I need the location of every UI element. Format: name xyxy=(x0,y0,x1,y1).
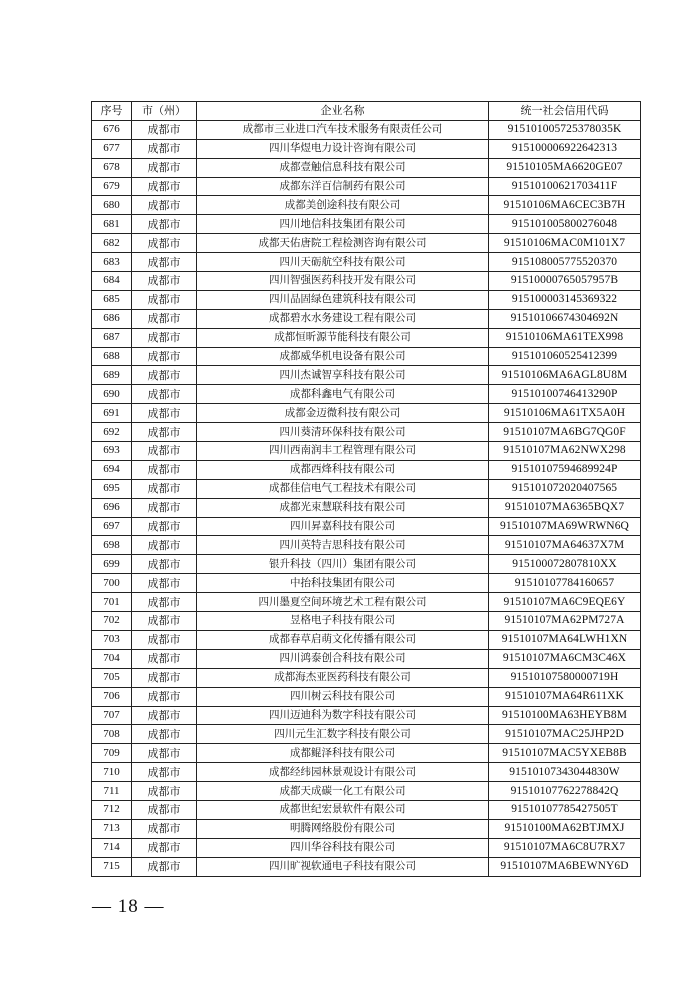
row-company-name: 四川品固绿色建筑科技有限公司 xyxy=(197,290,489,309)
row-credit-code: 915108005775520370 xyxy=(489,253,641,272)
row-credit-code: 91510106674304692N xyxy=(489,309,641,328)
row-credit-code: 91510107MA6BG7QG0F xyxy=(489,423,641,442)
row-city: 成都市 xyxy=(132,309,197,328)
row-company-name: 成都光束慧联科技有限公司 xyxy=(197,498,489,517)
row-index: 708 xyxy=(92,725,132,744)
table-row xyxy=(92,366,641,385)
row-index: 702 xyxy=(92,612,132,631)
table-row xyxy=(92,725,641,744)
row-company-name: 四川地信科技集团有限公司 xyxy=(197,215,489,234)
row-city: 成都市 xyxy=(132,574,197,593)
table-row xyxy=(92,857,641,876)
table-row xyxy=(92,460,641,479)
header-credit-code: 统一社会信用代码 xyxy=(489,102,641,121)
row-index: 704 xyxy=(92,649,132,668)
table-row xyxy=(92,687,641,706)
row-index: 678 xyxy=(92,158,132,177)
row-index: 683 xyxy=(92,253,132,272)
row-company-name: 四川葵清环保科技有限公司 xyxy=(197,423,489,442)
row-company-name: 四川迈迪科为数字科技有限公司 xyxy=(197,706,489,725)
row-city: 成都市 xyxy=(132,290,197,309)
table-body xyxy=(92,120,641,876)
row-company-name: 成都东洋百信制药有限公司 xyxy=(197,177,489,196)
row-index: 711 xyxy=(92,782,132,801)
row-city: 成都市 xyxy=(132,120,197,139)
table-row xyxy=(92,120,641,139)
row-index: 682 xyxy=(92,234,132,253)
row-city: 成都市 xyxy=(132,498,197,517)
row-index: 690 xyxy=(92,385,132,404)
table-row xyxy=(92,347,641,366)
row-city: 成都市 xyxy=(132,385,197,404)
row-index: 684 xyxy=(92,272,132,291)
row-credit-code: 915100006922642313 xyxy=(489,139,641,158)
row-city: 成都市 xyxy=(132,725,197,744)
table-row xyxy=(92,800,641,819)
row-credit-code: 91510107MA6365BQX7 xyxy=(489,498,641,517)
table-row xyxy=(92,177,641,196)
row-city: 成都市 xyxy=(132,253,197,272)
row-index: 709 xyxy=(92,744,132,763)
row-index: 689 xyxy=(92,366,132,385)
row-company-name: 成都科鑫电气有限公司 xyxy=(197,385,489,404)
row-credit-code: 91510106MA61TX5A0H xyxy=(489,404,641,423)
row-credit-code: 91510107762278842Q xyxy=(489,782,641,801)
table-row xyxy=(92,630,641,649)
row-company-name: 成都美创途科技有限公司 xyxy=(197,196,489,215)
row-index: 679 xyxy=(92,177,132,196)
row-credit-code: 91510000765057957B xyxy=(489,272,641,291)
row-city: 成都市 xyxy=(132,366,197,385)
row-city: 成都市 xyxy=(132,423,197,442)
table-row xyxy=(92,668,641,687)
row-index: 680 xyxy=(92,196,132,215)
row-company-name: 四川西南润丰工程管理有限公司 xyxy=(197,442,489,461)
table-row xyxy=(92,309,641,328)
row-company-name: 四川昇嘉科技有限公司 xyxy=(197,517,489,536)
row-index: 686 xyxy=(92,309,132,328)
table-row xyxy=(92,253,641,272)
row-company-name: 四川杰诚智享科技有限公司 xyxy=(197,366,489,385)
row-index: 685 xyxy=(92,290,132,309)
table-row xyxy=(92,819,641,838)
table-row xyxy=(92,574,641,593)
row-company-name: 四川墨夏空间环境艺术工程有限公司 xyxy=(197,593,489,612)
table-row xyxy=(92,555,641,574)
row-city: 成都市 xyxy=(132,763,197,782)
table-row xyxy=(92,498,641,517)
row-index: 710 xyxy=(92,763,132,782)
row-company-name: 四川华煜电力设计咨询有限公司 xyxy=(197,139,489,158)
table-row xyxy=(92,423,641,442)
row-credit-code: 91510107MA64LWH1XN xyxy=(489,630,641,649)
row-company-name: 四川鸿泰创合科技有限公司 xyxy=(197,649,489,668)
table-row xyxy=(92,593,641,612)
row-city: 成都市 xyxy=(132,460,197,479)
row-city: 成都市 xyxy=(132,630,197,649)
row-city: 成都市 xyxy=(132,612,197,631)
row-index: 714 xyxy=(92,838,132,857)
row-credit-code: 91510107594689924P xyxy=(489,460,641,479)
row-credit-code: 91510107MA62PM727A xyxy=(489,612,641,631)
row-company-name: 四川元生汇数字科技有限公司 xyxy=(197,725,489,744)
row-credit-code: 915101060525412399 xyxy=(489,347,641,366)
row-credit-code: 915100003145369322 xyxy=(489,290,641,309)
table-row xyxy=(92,479,641,498)
row-city: 成都市 xyxy=(132,744,197,763)
enterprise-table xyxy=(91,101,641,877)
table-row xyxy=(92,536,641,555)
row-index: 694 xyxy=(92,460,132,479)
row-index: 697 xyxy=(92,517,132,536)
row-credit-code: 915101005800276048 xyxy=(489,215,641,234)
row-company-name: 四川树云科技有限公司 xyxy=(197,687,489,706)
table-row xyxy=(92,442,641,461)
row-city: 成都市 xyxy=(132,158,197,177)
table-row xyxy=(92,517,641,536)
row-city: 成都市 xyxy=(132,215,197,234)
row-credit-code: 91510100746413290P xyxy=(489,385,641,404)
table-row xyxy=(92,838,641,857)
table-row xyxy=(92,290,641,309)
row-city: 成都市 xyxy=(132,668,197,687)
row-credit-code: 91510107MA64R611XK xyxy=(489,687,641,706)
row-city: 成都市 xyxy=(132,536,197,555)
row-company-name: 银升科技（四川）集团有限公司 xyxy=(197,555,489,574)
row-index: 698 xyxy=(92,536,132,555)
row-company-name: 明腾网络股份有限公司 xyxy=(197,819,489,838)
row-company-name: 四川旷视软通电子科技有限公司 xyxy=(197,857,489,876)
row-city: 成都市 xyxy=(132,649,197,668)
row-credit-code: 91510100MA62BTJMXJ xyxy=(489,819,641,838)
row-company-name: 成都春草启萌文化传播有限公司 xyxy=(197,630,489,649)
row-city: 成都市 xyxy=(132,800,197,819)
row-city: 成都市 xyxy=(132,139,197,158)
row-credit-code: 91510107MA69WRWN6Q xyxy=(489,517,641,536)
row-index: 712 xyxy=(92,800,132,819)
table-row xyxy=(92,215,641,234)
row-company-name: 昱格电子科技有限公司 xyxy=(197,612,489,631)
row-credit-code: 91510107MA6C9EQE6Y xyxy=(489,593,641,612)
row-credit-code: 91510107MA6BEWNY6D xyxy=(489,857,641,876)
row-credit-code: 91510105MA6620GE07 xyxy=(489,158,641,177)
header-city: 市（州） xyxy=(132,102,197,121)
table-row xyxy=(92,234,641,253)
row-company-name: 四川天砺航空科技有限公司 xyxy=(197,253,489,272)
row-index: 691 xyxy=(92,404,132,423)
row-credit-code: 91510107343044830W xyxy=(489,763,641,782)
row-credit-code: 91510107MA6CM3C46X xyxy=(489,649,641,668)
row-city: 成都市 xyxy=(132,838,197,857)
row-index: 692 xyxy=(92,423,132,442)
row-city: 成都市 xyxy=(132,517,197,536)
row-city: 成都市 xyxy=(132,196,197,215)
row-city: 成都市 xyxy=(132,272,197,291)
row-credit-code: 91510107MAC25JHP2D xyxy=(489,725,641,744)
row-index: 688 xyxy=(92,347,132,366)
row-index: 705 xyxy=(92,668,132,687)
table-row xyxy=(92,782,641,801)
row-credit-code: 91510107785427505T xyxy=(489,800,641,819)
table-row xyxy=(92,744,641,763)
row-company-name: 成都西烽科技有限公司 xyxy=(197,460,489,479)
row-index: 715 xyxy=(92,857,132,876)
row-index: 707 xyxy=(92,706,132,725)
row-index: 696 xyxy=(92,498,132,517)
row-city: 成都市 xyxy=(132,555,197,574)
row-credit-code: 91510107MAC5YXEB8B xyxy=(489,744,641,763)
row-credit-code: 91510100MA63HEYB8M xyxy=(489,706,641,725)
table-header-row xyxy=(92,102,641,121)
table-row xyxy=(92,706,641,725)
table-row xyxy=(92,139,641,158)
row-index: 676 xyxy=(92,120,132,139)
row-company-name: 成都威华机电设备有限公司 xyxy=(197,347,489,366)
table-row xyxy=(92,612,641,631)
header-index: 序号 xyxy=(92,102,132,121)
row-credit-code: 91510106MA61TEX998 xyxy=(489,328,641,347)
row-company-name: 成都金迈微科技有限公司 xyxy=(197,404,489,423)
row-index: 687 xyxy=(92,328,132,347)
row-credit-code: 91510100621703411F xyxy=(489,177,641,196)
row-city: 成都市 xyxy=(132,819,197,838)
row-index: 700 xyxy=(92,574,132,593)
row-credit-code: 91510107MA62NWX298 xyxy=(489,442,641,461)
row-credit-code: 91510106MAC0M101X7 xyxy=(489,234,641,253)
row-company-name: 成都佳信电气工程技术有限公司 xyxy=(197,479,489,498)
row-credit-code: 91510107MA64637X7M xyxy=(489,536,641,555)
table-row xyxy=(92,404,641,423)
table-row xyxy=(92,328,641,347)
page-number: — 18 — xyxy=(92,896,165,917)
table-row xyxy=(92,385,641,404)
row-city: 成都市 xyxy=(132,234,197,253)
row-index: 703 xyxy=(92,630,132,649)
row-credit-code: 91510107580000719H xyxy=(489,668,641,687)
row-index: 706 xyxy=(92,687,132,706)
row-credit-code: 915101005725378035K xyxy=(489,120,641,139)
row-company-name: 成都恒昕源节能科技有限公司 xyxy=(197,328,489,347)
row-credit-code: 915101072020407565 xyxy=(489,479,641,498)
row-city: 成都市 xyxy=(132,857,197,876)
row-credit-code: 91510106MA6AGL8U8M xyxy=(489,366,641,385)
row-company-name: 成都鲲泽科技有限公司 xyxy=(197,744,489,763)
row-company-name: 成都天成碳一化工有限公司 xyxy=(197,782,489,801)
row-city: 成都市 xyxy=(132,593,197,612)
row-company-name: 成都世纪宏景软件有限公司 xyxy=(197,800,489,819)
row-index: 695 xyxy=(92,479,132,498)
row-company-name: 四川英特吉思科技有限公司 xyxy=(197,536,489,555)
row-city: 成都市 xyxy=(132,479,197,498)
row-company-name: 成都碧水水务建设工程有限公司 xyxy=(197,309,489,328)
row-city: 成都市 xyxy=(132,328,197,347)
row-index: 681 xyxy=(92,215,132,234)
table-row xyxy=(92,649,641,668)
row-city: 成都市 xyxy=(132,782,197,801)
row-index: 677 xyxy=(92,139,132,158)
table-row xyxy=(92,196,641,215)
table-row xyxy=(92,158,641,177)
row-city: 成都市 xyxy=(132,687,197,706)
row-company-name: 成都天佑唐院工程检测咨询有限公司 xyxy=(197,234,489,253)
row-company-name: 成都经纬园林景观设计有限公司 xyxy=(197,763,489,782)
row-company-name: 四川华谷科技有限公司 xyxy=(197,838,489,857)
row-company-name: 中抬科技集团有限公司 xyxy=(197,574,489,593)
row-credit-code: 91510106MA6CEC3B7H xyxy=(489,196,641,215)
row-credit-code: 91510107784160657 xyxy=(489,574,641,593)
row-company-name: 四川智强医药科技开发有限公司 xyxy=(197,272,489,291)
row-credit-code: 91510107MA6C8U7RX7 xyxy=(489,838,641,857)
row-city: 成都市 xyxy=(132,347,197,366)
row-city: 成都市 xyxy=(132,706,197,725)
row-city: 成都市 xyxy=(132,404,197,423)
row-credit-code: 915100072807810XX xyxy=(489,555,641,574)
row-index: 693 xyxy=(92,442,132,461)
table-row xyxy=(92,272,641,291)
row-company-name: 成都市三业进口汽车技术服务有限责任公司 xyxy=(197,120,489,139)
row-company-name: 成都海杰亚医药科技有限公司 xyxy=(197,668,489,687)
row-city: 成都市 xyxy=(132,442,197,461)
row-city: 成都市 xyxy=(132,177,197,196)
row-company-name: 成都壹触信息科技有限公司 xyxy=(197,158,489,177)
table-row xyxy=(92,763,641,782)
row-index: 701 xyxy=(92,593,132,612)
header-company-name: 企业名称 xyxy=(197,102,489,121)
row-index: 713 xyxy=(92,819,132,838)
row-index: 699 xyxy=(92,555,132,574)
